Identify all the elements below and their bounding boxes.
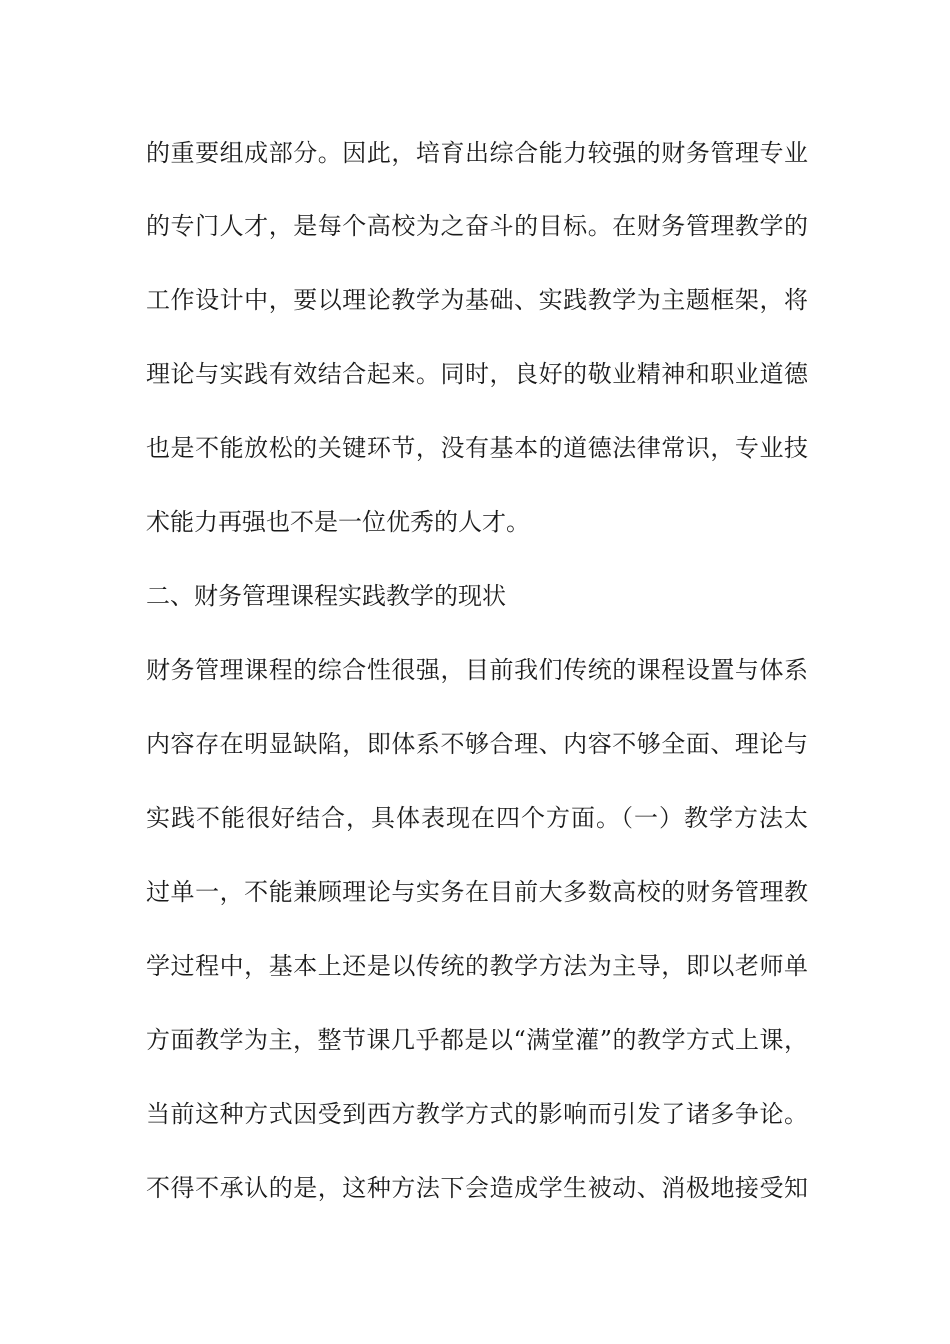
text-line: 的重要组成部分。因此，培育出综合能力较强的财务管理专业 (146, 139, 808, 167)
text-line: 内容存在明显缺陷，即体系不够合理、内容不够全面、理论与 (146, 730, 808, 758)
text-line: 过单一，不能兼顾理论与实务在目前大多数高校的财务管理教 (146, 878, 808, 906)
text-line: 学过程中，基本上还是以传统的教学方法为主导，即以老师单 (146, 952, 808, 980)
text-line: 实践不能很好结合，具体表现在四个方面。（一）教学方法太 (146, 804, 808, 832)
text-line: 理论与实践有效结合起来。同时，良好的敬业精神和职业道德 (146, 360, 808, 388)
text-line: 当前这种方式因受到西方教学方式的影响而引发了诸多争论。 (146, 1100, 808, 1128)
text-line: 不得不承认的是，这种方法下会造成学生被动、消极地接受知 (146, 1174, 808, 1202)
text-line: 方面教学为主，整节课几乎都是以“满堂灌”的教学方式上课， (146, 1026, 808, 1054)
section-heading: 二、财务管理课程实践教学的现状 (146, 582, 506, 610)
text-line: 工作设计中，要以理论教学为基础、实践教学为主题框架，将 (146, 286, 808, 314)
text-line: 术能力再强也不是一位优秀的人才。 (146, 508, 530, 536)
text-line: 财务管理课程的综合性很强，目前我们传统的课程设置与体系 (146, 656, 808, 684)
text-line: 也是不能放松的关键环节，没有基本的道德法律常识，专业技 (146, 434, 808, 462)
text-line: 的专门人才，是每个高校为之奋斗的目标。在财务管理教学的 (146, 212, 808, 240)
